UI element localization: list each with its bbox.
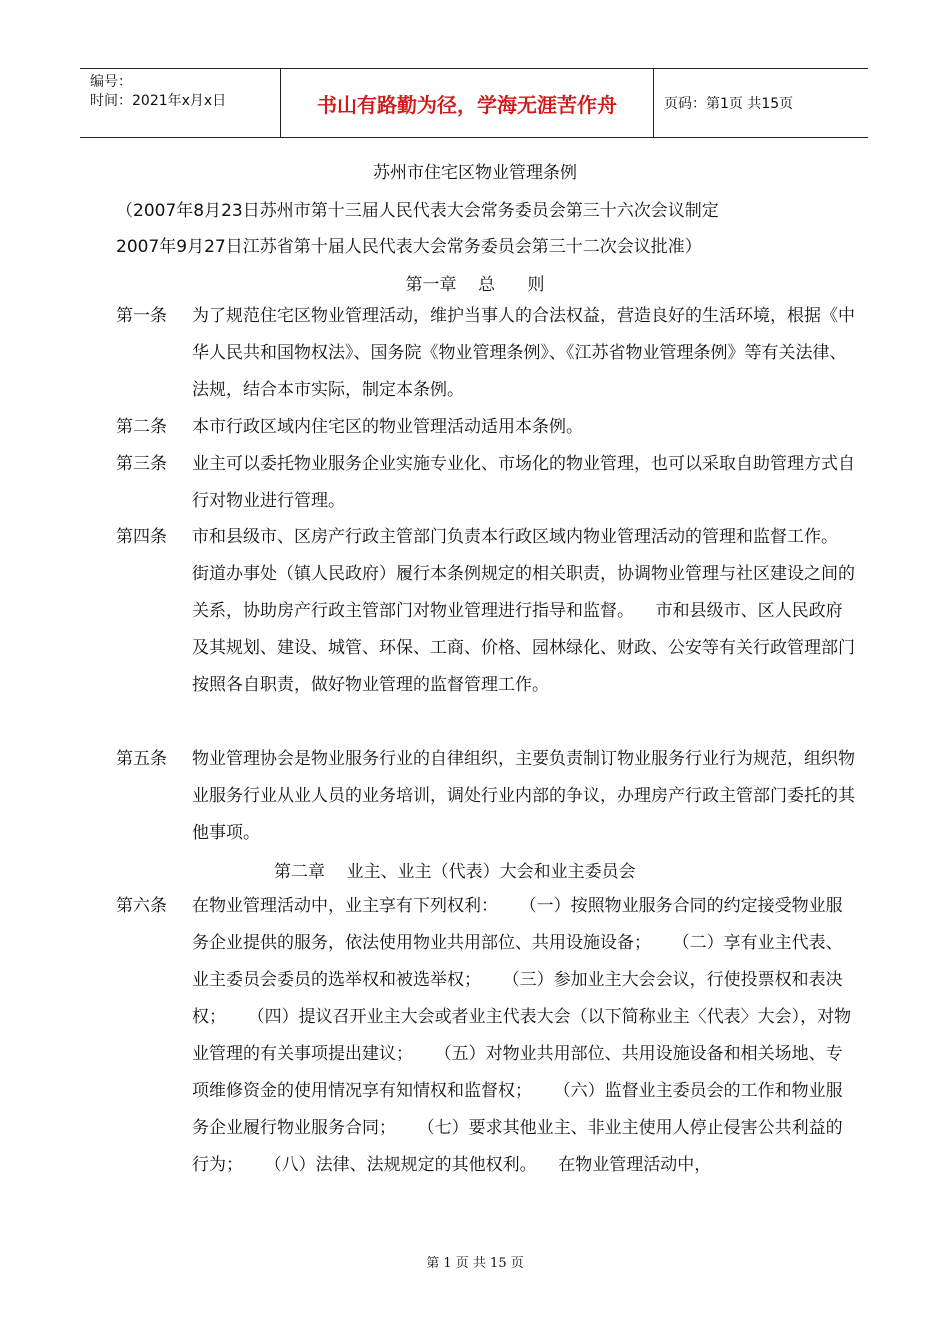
article-3: [116, 446, 856, 520]
article-4: [116, 519, 860, 704]
article-6: [116, 888, 856, 1184]
chapter-heading-1: 第一章 总 则: [405, 275, 545, 295]
document-note-line1: （2007年8月23日苏州市第十三届人民代表大会常务委员会第三十六次会议制定: [116, 201, 719, 221]
article-text: 市和县级市、区房产行政主管部门负责本行政区域内物业管理活动的管理和监督工作。 街道办事处（镇人民政府）履行本条例规定的相关职责，协调物业管理与社区建设之间的关系，协助房产行政主管部门对物业管理进行指导和监督。 市和县级市、区人民政府及其规划、建设、城管、环保、工商、价格、园林绿化、财政、公安等有关行政管理部门按照各自职责，做好物业管理的监督管理工作。: [192, 527, 860, 695]
article-2: [116, 409, 856, 446]
article-text: 物业管理协会是物业服务行业的自律组织，主要负责制订物业服务行业行为规范，组织物业服务行业从业人员的业务培训，调处行业内部的争议，办理房产行政主管部门委托的其他事项。: [192, 749, 855, 843]
header-meta: [80, 69, 280, 137]
article-1: [116, 298, 856, 409]
article-label: 第六条: [116, 896, 167, 916]
document-header: [80, 68, 868, 138]
chapter-heading-2: 第二章 业主、业主（代表）大会和业主委员会: [274, 862, 636, 882]
article-label: 第一条: [116, 306, 167, 326]
article-label: 第二条: [116, 417, 167, 437]
document-title: 苏州市住宅区物业管理条例: [373, 163, 577, 183]
article-label: 第三条: [116, 454, 167, 474]
article-5: [116, 741, 856, 852]
article-label: 第五条: [116, 749, 167, 769]
article-text: 为了规范住宅区物业管理活动，维护当事人的合法权益，营造良好的生活环境，根据《中华人民共和国物权法》、国务院《物业管理条例》、《江苏省物业管理条例》等有关法律、法规，结合本市实际，制定本条例。: [192, 306, 855, 400]
time-label: 时间：2021年x月x日: [90, 93, 227, 109]
article-text: 业主可以委托物业服务企业实施专业化、市场化的物业管理，也可以采取自助管理方式自行对物业进行管理。: [192, 454, 855, 511]
article-text: 在物业管理活动中，业主享有下列权利： （一）按照物业服务合同的约定接受物业服务企业提供的服务，依法使用物业共用部位、共用设施设备； （二）享有业主代表、业主委员会委员的选举权和被选举权； （三）参加业主大会会议，行使投票权和表决权； （四）提议召开业主大会或者业主代表大会（以下简称业主〈代表〉大会），对物业管理的有关事项提出建议； （五）对物业共用部位、共用设施设备和相关场地、专项维修资金的使用情况享有知情权和监督权； （六）监督业主委员会的工作和物业服务企业履行物业服务合同； （七）要求其他业主、非业主使用人停止侵害公共利益的行为； （八）法律、法规规定的其他权利。 在物业管理活动中，: [192, 896, 852, 1175]
page-footer: 第 1 页 共 15 页: [426, 1256, 524, 1271]
header-motto: 书山有路勤为径，学海无涯苦作舟: [280, 69, 654, 137]
header-page-info: 页码：第1页 共15页: [664, 96, 794, 112]
article-label: 第四条: [116, 527, 167, 547]
number-label: 编号：: [90, 74, 132, 90]
document-note-line2: 2007年9月27日江苏省第十届人民代表大会常务委员会第三十二次会议批准）: [116, 237, 702, 257]
article-text: 本市行政区域内住宅区的物业管理活动适用本条例。: [192, 417, 583, 437]
